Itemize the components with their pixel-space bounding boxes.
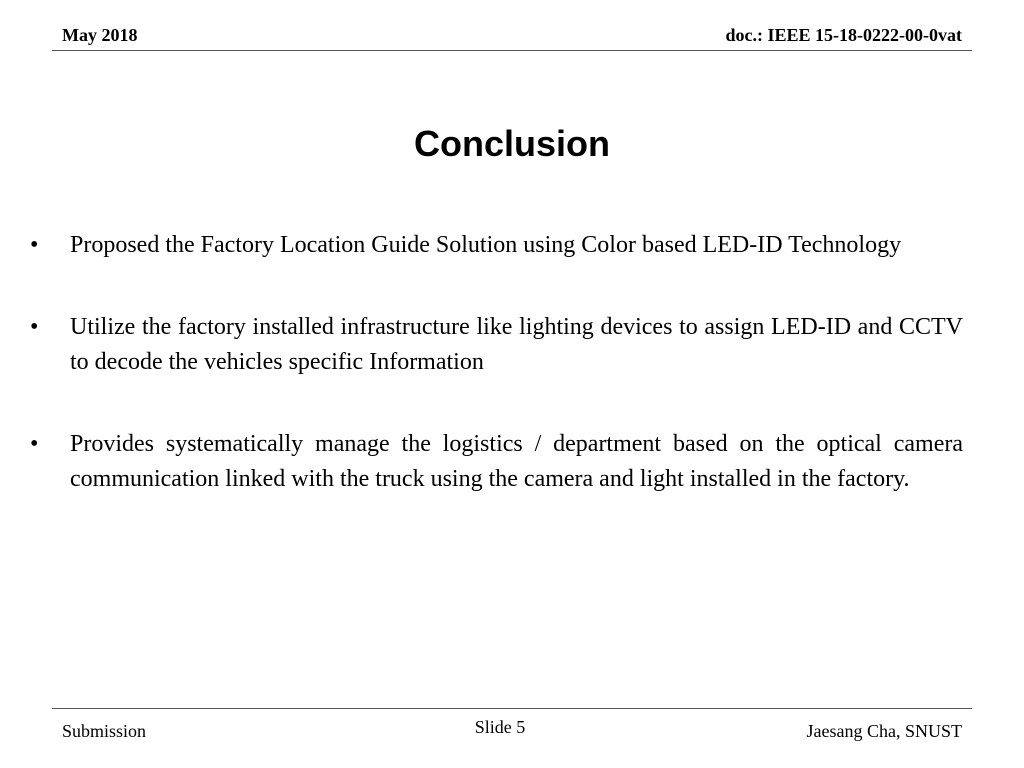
footer-slide-number: Slide 5: [474, 717, 526, 737]
header-date: May 2018: [62, 25, 138, 45]
footer-author: Jaesang Cha, SNUST: [806, 721, 962, 741]
bullet-icon: •: [30, 314, 39, 340]
bullet-text: Proposed the Factory Location Guide Solution using Color based LED-ID Technology: [70, 232, 902, 258]
bullet-list: [30, 228, 963, 544]
footer-submission: Submission: [62, 721, 147, 741]
header-divider: [52, 50, 972, 51]
bullet-text: Provides systematically manage the logistics / department based on the optical camera communication linked with the truck using the camera and light installed in the factory.: [70, 431, 963, 492]
slide-title: Conclusion: [414, 123, 610, 164]
bullet-item: [30, 228, 963, 263]
bullet-item: [30, 427, 963, 497]
header-doc-id: doc.: IEEE 15-18-0222-00-0vat: [725, 25, 962, 45]
bullet-text: Utilize the factory installed infrastructure like lighting devices to assign LED-ID and CCTV to decode the vehicles specific Information: [70, 314, 963, 375]
bullet-icon: •: [30, 232, 39, 258]
footer-divider: [52, 708, 972, 709]
bullet-item: [30, 310, 963, 380]
bullet-icon: •: [30, 431, 39, 457]
